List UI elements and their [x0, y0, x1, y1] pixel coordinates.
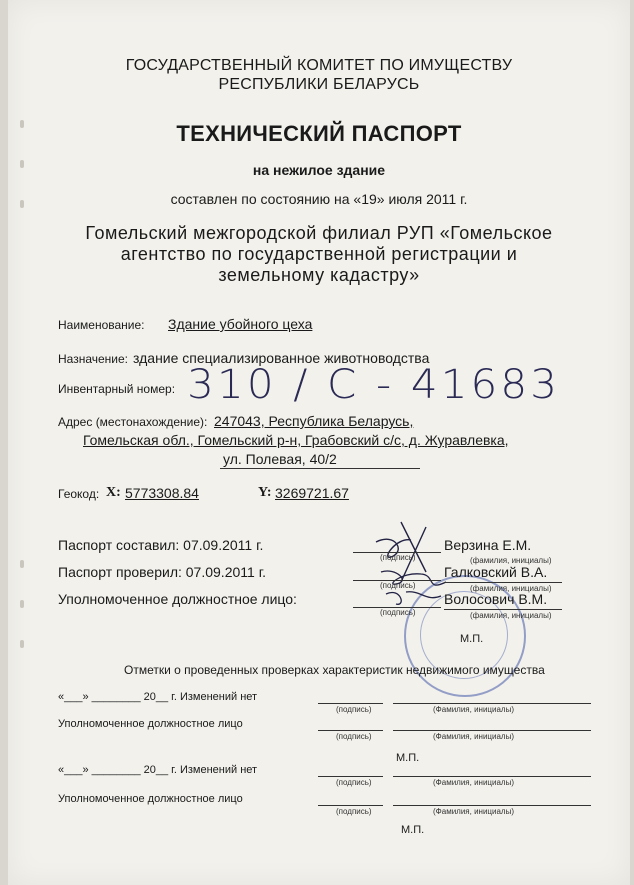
branch-line-1: Гомельский межгородской филиал РУП «Гомельское [85, 223, 553, 243]
address-line-1: 247043, Республика Беларусь, [214, 413, 414, 429]
org-line-1: ГОСУДАРСТВЕННЫЙ КОМИТЕТ ПО ИМУЩЕСТВУ [125, 57, 513, 74]
document-title: ТЕХНИЧЕСКИЙ ПАСПОРТ [176, 121, 462, 146]
name-value: Здание убойного цеха [168, 316, 313, 332]
compiled-name: Верзина Е.М. [444, 537, 532, 553]
check1-sig-caption: (подпись) [336, 705, 372, 714]
check2-sig-caption: (подпись) [336, 778, 372, 787]
official-name-caption: (фамилия, инициалы) [470, 611, 552, 620]
check1-official: Уполномоченное должностное лицо [58, 718, 243, 730]
branch-name [8, 223, 630, 286]
inventory-value: 310 / С - 41683 [187, 362, 561, 408]
check2-official: Уполномоченное должностное лицо [58, 793, 243, 805]
compiled-name-caption: (фамилия, инициалы) [470, 556, 552, 565]
address-label: Адрес (местонахождение): [58, 415, 208, 429]
address-line-3: ул. Полевая, 40/2 [223, 451, 337, 467]
org-line-2: РЕСПУБЛИКИ БЕЛАРУСЬ [218, 76, 420, 93]
compiled-sig-caption: (подпись) [380, 553, 416, 562]
checked-name-caption: (фамилия, инициалы) [470, 584, 552, 593]
name-label: Наименование: [58, 318, 145, 332]
x-value: 5773308.84 [125, 485, 199, 501]
checked-label: Паспорт проверил: 07.09.2011 г. [58, 564, 266, 580]
checked-sig-caption: (подпись) [380, 581, 416, 590]
org-name [8, 56, 630, 94]
check2-official-sig-caption: (подпись) [336, 807, 372, 816]
y-label: Y: [258, 485, 272, 500]
compiled-label: Паспорт составил: 07.09.2011 г. [58, 537, 264, 553]
inventory-label: Инвентарный номер: [58, 382, 176, 396]
check2-seal-place: М.П. [401, 824, 425, 836]
y-value: 3269721.67 [275, 485, 349, 501]
passport-page [8, 0, 630, 885]
official-label: Уполномоченное должностное лицо: [58, 591, 297, 607]
check1-seal-place: М.П. [396, 752, 420, 764]
checked-name: Галковский В.А. [444, 564, 548, 580]
check1-official-name-caption: (Фамилия, инициалы) [433, 732, 515, 741]
as-of-date: составлен по состоянию на «19» июля 2011 г. [170, 191, 468, 207]
official-sig-caption: (подпись) [380, 608, 416, 617]
checks-heading: Отметки о проведенных проверках характеристик недвижимого имущества [124, 663, 545, 677]
check1-date-line: «___» ________ 20__ г. Изменений нет [58, 691, 258, 703]
x-label: X: [106, 485, 121, 500]
check2-date-line: «___» ________ 20__ г. Изменений нет [58, 764, 258, 776]
check2-official-name-caption: (Фамилия, инициалы) [433, 807, 515, 816]
geocode-label: Геокод: [58, 487, 100, 501]
check2-name-caption: (Фамилия, инициалы) [433, 778, 515, 787]
document-subtitle: на нежилое здание [252, 162, 386, 178]
official-name: Волосович В.М. [444, 591, 548, 607]
branch-line-3: земельному кадастру» [218, 265, 420, 285]
purpose-label: Назначение: [58, 352, 129, 366]
address-line-2: Гомельская обл., Гомельский р-н, Грабовский с/с, д. Журавлевка, [83, 432, 509, 448]
check1-official-sig-caption: (подпись) [336, 732, 372, 741]
check1-name-caption: (Фамилия, инициалы) [433, 705, 515, 714]
purpose-value: здание специализированное животноводства [133, 350, 430, 366]
branch-line-2: агентство по государственной регистрации и [120, 244, 518, 264]
seal-place: М.П. [460, 633, 484, 645]
